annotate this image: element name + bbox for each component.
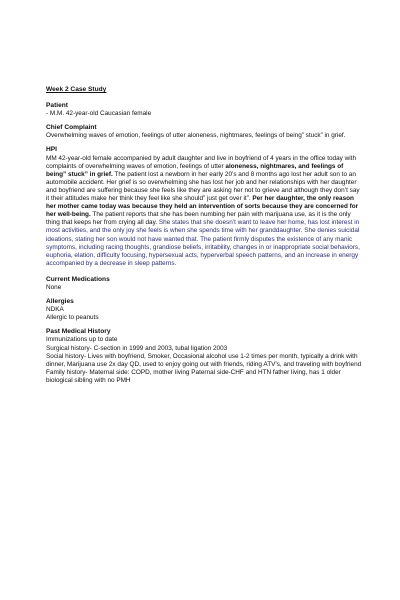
pmh-line: Social history- Lives with boyfriend, Smoker, Occasional alcohol use 1-2 times per month, typically a drink with dinner, Marijuana use 2x day QD, used to enjoy going out with friends, riding ATV’s, and traveling with boyfriend [46,352,362,368]
document-title: Week 2 Case Study [46,86,107,93]
hpi-segment-5: The patient reports that she has been numbing her pain with marijuana use, as it is the only thing that keeps her from crying all day. [46,211,351,227]
pmh-line: Family history- Maternal side: COPD, mother living Paternal side-CHF and HTN father living, has 1 older biological sibling with no PMH [46,368,341,384]
hpi-segment-7: The patient firmly disputes the existence of any manic symptoms, including racing thoughts, grandiose beliefs, irritability, changes in or inappropriate social behaviors, euphoria, elation, difficulty focusing, hypersexual acts, hyperverbal speech patterns, and an increase in energy accompanied by a decrease in sleep patterns. [46,235,360,267]
chief-complaint-text: Overwhelming waves of emotion, feelings of utter aloneness, nightmares, feelings of being” stuck” in grief. [46,132,346,140]
hpi-segment-6: She states that she doesn’t want to leave her home, has lost interest in most activities, and the only joy she feels is when she spends time with her granddaughter. She denies suicidal ideations, stating her son would not have wanted that. [46,219,360,243]
hpi-heading: HPI [46,146,57,154]
document-page [46,86,364,391]
hpi-segment-3: The patient lost a newborn in her early 20’s and 8 months ago lost her adult son to an automobile accident. Her grief is so overwhelming she has lost her job and her relationships with her daughter and boyfriend are suffering because she feels like they are asking her not to grieve and although they don’t say it their attitudes make her think they feel like she should” just get over it”. [46,170,360,203]
patient-heading: Patient [46,102,68,110]
allergies-heading: Allergies [46,298,74,306]
medications-heading: Current Medications [46,275,110,283]
chief-complaint-heading: Chief Complaint [46,124,97,132]
allergy-item: NDKA [46,306,64,314]
medications-text: None [46,283,62,291]
hpi-section [46,146,364,267]
hpi-segment-4: Per her daughter, the only reason her mother came today was because they held an intervention of sorts because they are concerned for her well-being. [46,195,359,219]
pmh-heading: Past Medical History [46,328,111,336]
hpi-paragraph [46,155,364,268]
hpi-segment-1: MM 42-year-old female accompanied by adult daughter and live in boyfriend of 4 years in the office today with complaints of overwhelming waves of emotion, feelings of utter [46,154,357,170]
pmh-line: Surgical history- C-section in 1999 and 2003, tubal ligation 2003 [46,344,228,352]
patient-section [46,102,364,118]
allergies-section [46,298,364,322]
pmh-line: Immunizations up to date [46,336,118,344]
patient-text: - M.M. 42-year-old Caucasian female [46,110,152,118]
chief-complaint-section [46,124,364,140]
hpi-segment-2: aloneness, nightmares, and feelings of being” stuck” in grief. [46,162,344,178]
medications-section [46,276,364,292]
allergy-item: Allergic to peanuts [46,314,99,322]
pmh-section [46,328,364,385]
